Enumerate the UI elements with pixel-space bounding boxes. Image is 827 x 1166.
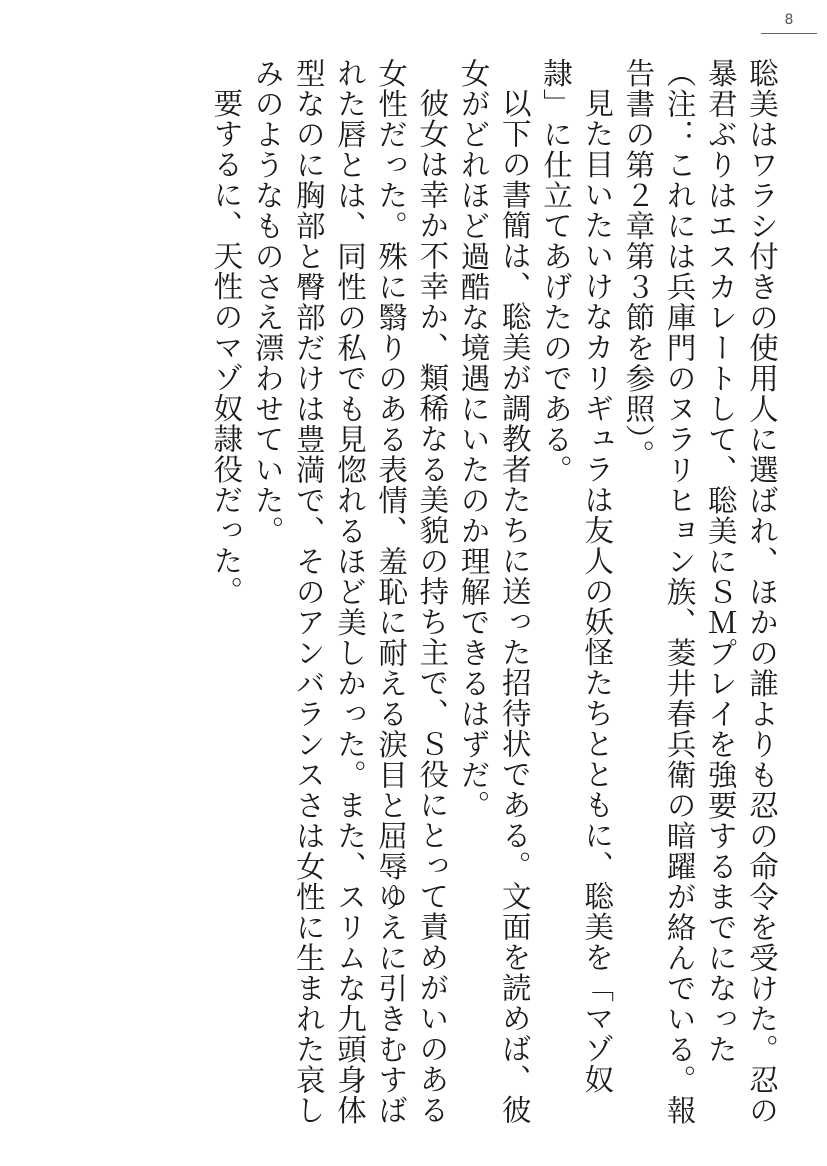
paragraph: 彼女は幸か不幸か、類稀なる美貌の持ち主で、Ｓ役にとって責めがいのある女性だった。殊に翳りのある表情、羞恥に耐える涙目と屈辱ゆえに引きむすばれた唇とは、同性の私でも見惚れるほど美しかった。また、スリムな九頭身体型なのに胸部と臀部だけは豊満で、そのアンバランスさは女性に生まれた哀しみのようなものさえ漂わせていた。 [250,58,450,1126]
body-text [82,58,782,1138]
paragraph: 見た目いたいけなカリギュラは友人の妖怪たちとともに、聡美を「マゾ奴隷」に仕立てあげたのである。 [538,58,615,1094]
page-number: 8 [761,12,817,34]
paragraph: 要するに、天性のマゾ奴隷役だった。 [209,87,244,606]
paragraph: 以下の書簡は、聡美が調教者たちに送った招待状である。文面を読めば、彼女がどれほど過酷な境遇にいたのか理解できるはずだ。 [456,58,532,1125]
paragraph: 聡美はワラシ付きの使用人に選ばれ、ほかの誰よりも忍の命令を受けた。忍の暴君ぶりはエスカレートして、聡美にＳＭプレイを強要するまでになった（注：これには兵庫門のヌラリヒョン族、菱井春兵衛の暗躍が絡んでいる。報告書の第２章第３節を参照）。 [621,58,779,1126]
